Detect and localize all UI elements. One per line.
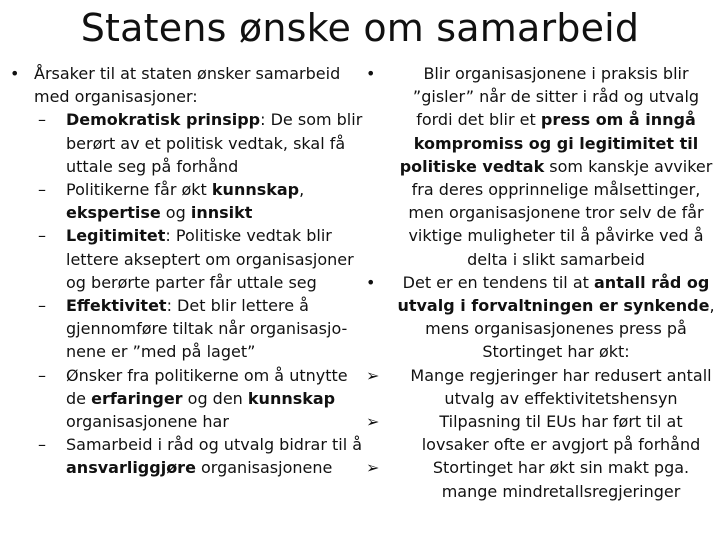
item-text: : Det blir lettere å gjennomføre tiltak når organisasjo-nene er ”med på laget” <box>66 296 348 362</box>
sub-item-effektivitet <box>8 294 366 364</box>
bold-term: innsikt <box>190 203 253 223</box>
dash: – <box>38 296 46 316</box>
arrow-item-eu <box>356 410 718 456</box>
bold-term: Legitimitet <box>66 226 166 246</box>
bullet-dot: • <box>366 64 376 83</box>
bold-term: press om å inngå kompromiss og gi legitimitet til politiske vedtak <box>399 110 699 176</box>
bold-term: Demokratisk prinsipp <box>66 110 261 130</box>
sub-item-kunnskap <box>8 178 366 224</box>
intro-text: Årsaker til at staten ønsker samarbeid med organisasjoner: <box>34 64 341 107</box>
item-text: organisasjonene <box>195 458 333 478</box>
bullet-intro <box>8 62 366 108</box>
left-column <box>8 62 366 480</box>
item-text: og <box>160 203 191 223</box>
item-text: organisasjonene har <box>66 412 229 432</box>
item-text: Stortinget har økt sin makt pga. mange mindretallsregjeringer <box>432 458 690 501</box>
item-text: , mens organisasjonenes press på Stortinget har økt: <box>425 296 715 362</box>
arrow-item-regjeringer <box>356 364 718 410</box>
right-column <box>356 62 718 503</box>
bold-term: ansvarliggjøre <box>66 458 196 478</box>
item-text: Samarbeid i råd og utvalg bidrar til å <box>66 435 363 455</box>
dash: – <box>38 110 46 130</box>
arrow-item-stortinget <box>356 456 718 502</box>
dash: – <box>38 226 46 246</box>
bullet-tendens <box>356 271 718 364</box>
bold-term: antall råd og utvalg i forvaltningen er synkende <box>397 272 710 316</box>
bold-term: kunnskap <box>247 388 336 408</box>
item-text: Ønsker fra politikerne om å utnytte de <box>66 365 348 408</box>
item-text: og den <box>182 388 248 408</box>
arrow-bullet-icon: ➢ <box>366 412 380 432</box>
bold-term: erfaringer <box>91 388 183 408</box>
item-text: som kanskje avviker fra deres opprinnelige målsettinger, men organisasjonene tror selv de får viktige muligheter til å påvirke ved å delta i slikt samarbeid <box>408 156 713 269</box>
dash: – <box>38 435 46 455</box>
item-text: : De som blir berørt av et politisk vedtak, skal få uttale seg på forhånd <box>66 110 363 176</box>
item-text: Det er en tendens til at <box>402 272 594 292</box>
item-text: Politikerne får økt <box>66 180 212 200</box>
item-text: Mange regjeringer har redusert antall utvalg av effektivitetshensyn <box>410 365 712 408</box>
bullet-dot: • <box>10 64 20 83</box>
item-text: Tilpasning til EUs har ført til at lovsaker ofte er avgjort på forhånd <box>421 412 701 455</box>
item-text: Blir organisasjonene i praksis blir ”gisler” når de sitter i råd og utvalg fordi det blir et <box>412 64 700 130</box>
bold-term: kunnskap <box>211 180 300 200</box>
slide-title: Statens ønske om samarbeid <box>80 6 640 50</box>
bold-term: ekspertise <box>66 203 161 223</box>
dash: – <box>38 180 46 200</box>
sub-item-erfaringer <box>8 364 366 434</box>
sub-item-samarbeid <box>8 433 366 479</box>
sub-item-legitimitet <box>8 224 366 294</box>
sub-item-demokratisk <box>8 108 366 178</box>
item-text: : Politiske vedtak blir lettere akseptert om organisasjoner og berørte parter får uttale seg <box>66 226 354 292</box>
bullet-gisler <box>356 62 718 271</box>
bold-term: Effektivitet <box>66 296 167 316</box>
arrow-bullet-icon: ➢ <box>366 458 380 478</box>
dash: – <box>38 365 46 385</box>
item-text: , <box>299 180 305 200</box>
bullet-dot: • <box>366 272 376 292</box>
arrow-bullet-icon: ➢ <box>366 365 380 385</box>
